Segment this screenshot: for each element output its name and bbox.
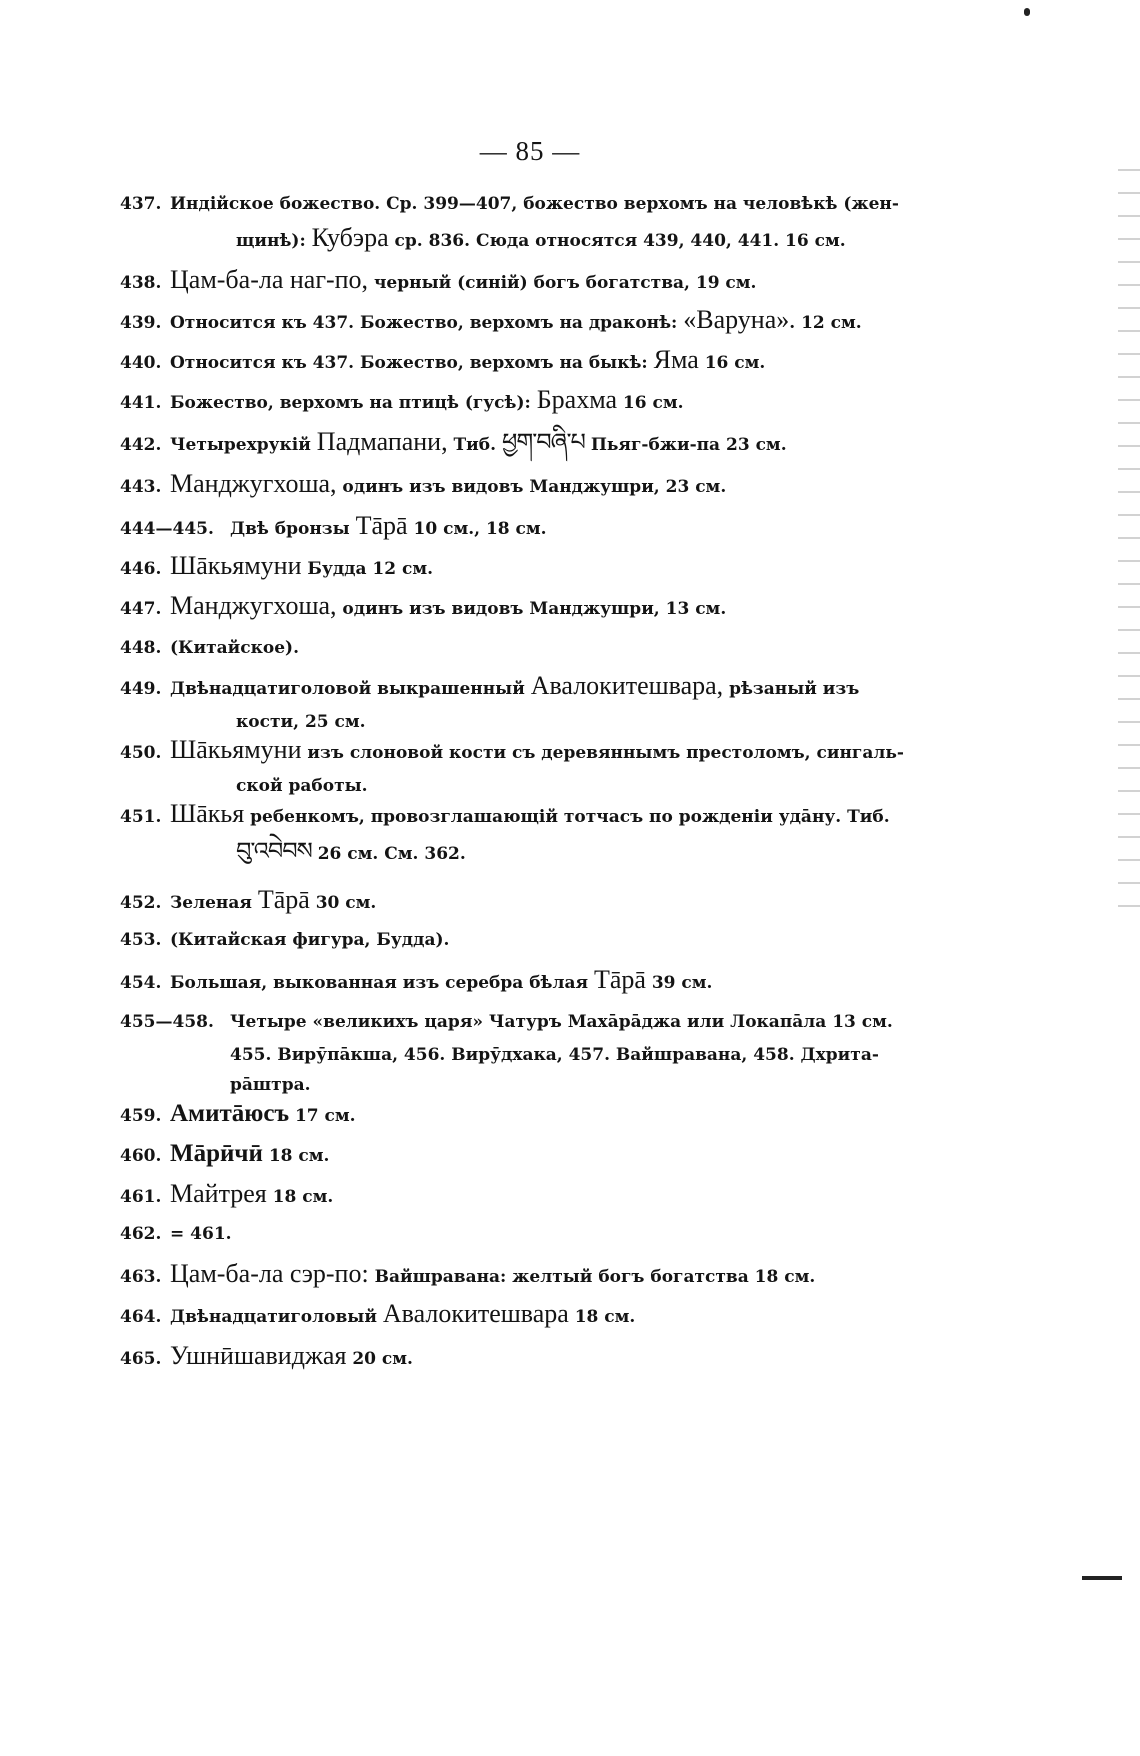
entry-443	[120, 466, 935, 505]
entry-number: 462.	[120, 1224, 162, 1244]
deity-name: Шāкья	[170, 799, 245, 828]
page-number: — 85 —	[479, 136, 581, 166]
deity-name: Падмапани,	[316, 427, 448, 456]
entry-number: 461.	[120, 1187, 162, 1207]
deity-name: Кубэра	[311, 223, 389, 252]
entry-number: 444—445.	[120, 519, 214, 539]
entry-437	[120, 186, 935, 257]
entry-text: (Китайское).	[170, 638, 300, 658]
entry-text: Вайшравана: желтый богъ богатства 18 см.	[368, 1267, 816, 1287]
entry-text: щинѣ):	[236, 231, 312, 251]
entry-455-458	[120, 1004, 935, 1100]
entry-text: кости, 25 см.	[236, 712, 366, 732]
entry-text: (Китайская фигура, Будда).	[170, 930, 450, 950]
deity-name: Авалокитешвара	[382, 1299, 569, 1328]
deity-name: Цам-ба-ла сэр-по:	[170, 1259, 369, 1288]
deity-name: Брахма	[536, 385, 618, 414]
deity-name: Манджугхоша,	[170, 469, 337, 498]
entry-text: 30 см.	[309, 893, 377, 913]
entry-text: 16 см.	[698, 353, 766, 373]
deity-name: Тāрā	[257, 885, 310, 914]
entry-text: рāштра.	[230, 1075, 311, 1095]
deity-name: Майтрея	[170, 1179, 267, 1208]
entry-number: 441.	[120, 393, 162, 413]
entry-446	[120, 548, 935, 587]
deity-name: Шāкьямуни	[170, 735, 302, 764]
entry-text: изъ слоновой кости съ деревяннымъ престоломъ, сингаль-	[301, 743, 904, 763]
entry-number: 440.	[120, 353, 162, 373]
entry-number: 439.	[120, 313, 162, 333]
deity-name: Мāрӣчӣ	[170, 1140, 263, 1167]
entry-text: 26 см. См. 362.	[311, 844, 466, 864]
entry-number: 465.	[120, 1349, 162, 1369]
deity-name: Авалокитешвара,	[530, 671, 724, 700]
entry-454	[120, 962, 935, 1001]
entry-number: 447.	[120, 599, 162, 619]
entry-text: Тиб.	[447, 435, 502, 455]
tibetan-script: ཕྱག་བཞི་པ	[501, 428, 585, 456]
entry-number: 442.	[120, 435, 162, 455]
entry-number: 464.	[120, 1307, 162, 1327]
entry-number: 453.	[120, 930, 162, 950]
entry-text: Четырехрукій	[170, 435, 317, 455]
deity-name: «Варуна»	[683, 305, 790, 334]
entry-452	[120, 882, 935, 921]
deity-name: Манджугхоша,	[170, 591, 337, 620]
entry-text: одинъ изъ видовъ Манджушри, 13 см.	[336, 599, 727, 619]
entry-number: 449.	[120, 679, 162, 699]
deity-name: Яма	[653, 345, 699, 374]
entry-440	[120, 342, 935, 381]
entry-text: 10 см., 18 см.	[407, 519, 547, 539]
entry-number: 451.	[120, 807, 162, 827]
entry-text: Относится къ 437. Божество, верхомъ на быкѣ:	[170, 353, 654, 373]
entry-462	[120, 1216, 935, 1252]
scan-edge-noise	[1118, 160, 1140, 920]
entry-number: 443.	[120, 477, 162, 497]
entry-text: ребенкомъ, провозглашающій тотчасъ по рожденіи удāну. Тиб.	[244, 807, 890, 827]
entry-464	[120, 1296, 935, 1335]
entry-text: Пьяг-бжи-па 23 см.	[584, 435, 787, 455]
entry-text: Относится къ 437. Божество, верхомъ на драконѣ:	[170, 313, 684, 333]
entry-text: Двѣнадцатиголовой выкрашенный	[170, 679, 531, 699]
entry-450	[120, 732, 935, 801]
entry-461	[120, 1176, 935, 1215]
entry-463	[120, 1256, 935, 1295]
entry-459	[120, 1096, 935, 1134]
entry-text: Большая, выкованная изъ серебра бѣлая	[170, 973, 594, 993]
entry-text: 18 см.	[266, 1187, 334, 1207]
tibetan-script: བུ་འབེབས	[236, 837, 312, 865]
deity-name: Амитāюсъ	[170, 1100, 290, 1127]
deity-name: Тāрā	[355, 511, 408, 540]
entry-text: ср. 836. Сюда относятся 439, 440, 441. 16 см.	[388, 231, 846, 251]
entry-text: 20 см.	[346, 1349, 413, 1369]
deity-name: Цам-ба-ла наг-по,	[170, 265, 369, 294]
entry-447	[120, 588, 935, 627]
entry-text: 455. Вирӯпāкша, 456. Вирӯдхака, 457. Вайшравана, 458. Дхрита-	[230, 1045, 879, 1065]
entry-text: одинъ изъ видовъ Манджушри, 23 см.	[336, 477, 727, 497]
entry-number: 452.	[120, 893, 162, 913]
entry-number: 450.	[120, 743, 162, 763]
entry-number: 459.	[120, 1106, 162, 1126]
entry-number: 446.	[120, 559, 162, 579]
entry-text: = 461.	[170, 1224, 232, 1244]
entry-text: Будда 12 см.	[301, 559, 434, 579]
entry-text: Божество, верхомъ на птицѣ (гусѣ):	[170, 393, 537, 413]
entry-text: 16 см.	[617, 393, 684, 413]
entry-text: 39 см.	[645, 973, 713, 993]
entry-444-445	[120, 508, 935, 547]
entry-441	[120, 382, 935, 421]
deity-name: Ушнӣшавиджая	[170, 1341, 347, 1370]
entry-number: 460.	[120, 1146, 162, 1166]
entry-text: 18 см.	[262, 1146, 330, 1166]
entry-number: 454.	[120, 973, 162, 993]
deity-name: Тāрā	[593, 965, 646, 994]
entry-text: ской работы.	[236, 776, 368, 796]
entry-460	[120, 1136, 935, 1174]
entry-449	[120, 668, 935, 737]
entry-number: 438.	[120, 273, 162, 293]
entry-number: 463.	[120, 1267, 162, 1287]
scan-edge-mark	[1082, 1576, 1122, 1580]
entry-text: Зеленая	[170, 893, 258, 913]
entry-text: Двѣ бронзы	[230, 519, 356, 539]
entry-text: . 12 см.	[789, 313, 862, 333]
entry-number: 455—458.	[120, 1012, 214, 1032]
entry-number: 448.	[120, 638, 162, 658]
entry-text: 18 см.	[568, 1307, 636, 1327]
entry-465	[120, 1338, 935, 1377]
entry-453	[120, 922, 935, 958]
entry-text: Индійское божество. Ср. 399—407, божество верхомъ на человѣкѣ (жен-	[170, 194, 899, 214]
entry-442	[120, 424, 935, 463]
entry-text: рѣзаный изъ	[723, 679, 860, 699]
deity-name: Шāкьямуни	[170, 551, 302, 580]
entry-438	[120, 262, 935, 301]
entry-text: 17 см.	[289, 1106, 356, 1126]
entry-448	[120, 630, 935, 666]
entry-text: Двѣнадцатиголовый	[170, 1307, 383, 1327]
entry-number: 437.	[120, 194, 162, 214]
entry-text: Четыре «великихъ царя» Чатуръ Махāрāджа или Локапāла 13 см.	[230, 1012, 893, 1032]
entry-text: черный (синій) богъ богатства, 19 см.	[368, 273, 757, 293]
entry-439	[120, 302, 935, 341]
entry-451	[120, 796, 935, 870]
